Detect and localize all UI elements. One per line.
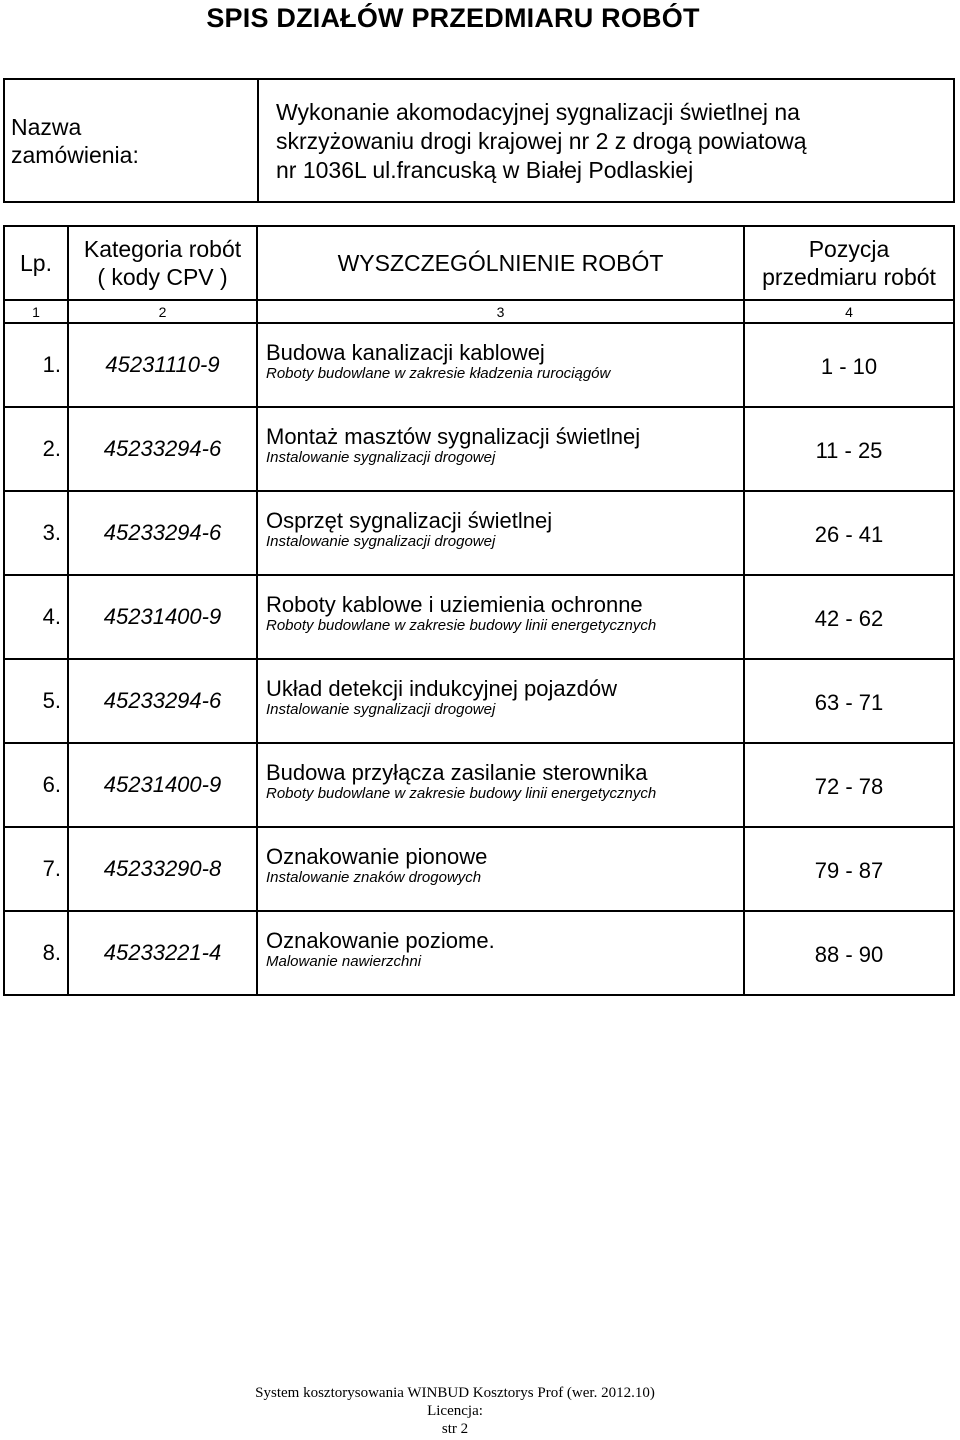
- table-row: [5, 406, 953, 490]
- order-name-line: skrzyżowaniu drogi krajowej nr 2 z drogą powiatową: [276, 128, 807, 154]
- order-name-label-line2: zamówienia:: [11, 141, 139, 168]
- header-category: [69, 227, 258, 299]
- row-spec: [258, 660, 745, 742]
- page-title: SPIS DZIAŁÓW PRZEDMIARU ROBÓT: [206, 3, 700, 33]
- order-name-value: [259, 80, 953, 201]
- row-lp: 1.: [5, 324, 69, 406]
- row-positions: 11 - 25: [815, 438, 883, 463]
- row-lp: 2.: [5, 408, 69, 490]
- row-desc: Instalowanie sygnalizacji drogowej: [266, 701, 496, 718]
- row-spec: [258, 408, 745, 490]
- row-positions: 63 - 71: [814, 690, 884, 715]
- footer-software: System kosztorysowania WINBUD Kosztorys Prof (wer. 2012.10): [255, 1385, 655, 1401]
- header-position-line1: Pozycja: [808, 236, 890, 262]
- row-desc: Malowanie nawierzchni: [266, 953, 422, 970]
- row-cpv: 45231110-9: [69, 324, 258, 406]
- table-row: [5, 658, 953, 742]
- row-lp: 8.: [5, 912, 69, 994]
- footer-license: Licencja:: [427, 1403, 483, 1419]
- row-cpv: 45233294-6: [69, 492, 258, 574]
- row-lp: 7.: [5, 828, 69, 910]
- row-name: Budowa kanalizacji kablowej: [266, 340, 545, 365]
- header-position-line2: przedmiaru robót: [762, 264, 936, 290]
- row-name: Budowa przyłącza zasilanie sterownika: [266, 760, 648, 785]
- table-row: [5, 910, 953, 994]
- row-desc: Instalowanie sygnalizacji drogowej: [266, 449, 496, 466]
- column-number: 1: [5, 301, 69, 322]
- row-name: Oznakowanie pionowe: [266, 844, 488, 869]
- row-lp: 4.: [5, 576, 69, 658]
- row-spec: [258, 828, 745, 910]
- row-name: Roboty kablowe i uziemienia ochronne: [266, 592, 643, 617]
- table-row: [5, 574, 953, 658]
- table-header-row: [5, 227, 953, 299]
- row-name: Montaż masztów sygnalizacji świetlnej: [266, 424, 641, 449]
- row-name: Oznakowanie poziome.: [266, 928, 495, 953]
- row-cpv: 45231400-9: [69, 576, 258, 658]
- row-spec: [258, 912, 745, 994]
- row-positions: 88 - 90: [814, 942, 884, 967]
- row-spec: [258, 576, 745, 658]
- order-name-label: [5, 80, 259, 201]
- row-spec: [258, 492, 745, 574]
- row-cpv: 45231400-9: [69, 744, 258, 826]
- header-lp: Lp.: [5, 227, 69, 299]
- row-desc: Instalowanie sygnalizacji drogowej: [266, 533, 496, 550]
- column-number: 2: [69, 301, 258, 322]
- row-lp: 6.: [5, 744, 69, 826]
- header-spec: WYSZCZEGÓLNIENIE ROBÓT: [258, 227, 745, 299]
- row-cpv: 45233294-6: [69, 408, 258, 490]
- row-cpv: 45233294-6: [69, 660, 258, 742]
- order-name-box: [3, 78, 955, 203]
- row-positions: 79 - 87: [814, 858, 884, 883]
- row-desc: Roboty budowlane w zakresie kładzenia rurociągów: [266, 365, 611, 382]
- table-row: [5, 742, 953, 826]
- row-positions: 26 - 41: [814, 522, 884, 547]
- row-name: Osprzęt sygnalizacji świetlnej: [266, 508, 553, 533]
- row-spec: [258, 324, 745, 406]
- order-name-line: nr 1036L ul.francuską w Białej Podlaskiej: [276, 157, 694, 183]
- column-number: 4: [845, 303, 853, 320]
- row-lp: 3.: [5, 492, 69, 574]
- table-row: [5, 322, 953, 406]
- header-category-line1: Kategoria robót: [83, 236, 242, 262]
- row-lp: 5.: [5, 660, 69, 742]
- row-cpv: 45233290-8: [69, 828, 258, 910]
- row-desc: Instalowanie znaków drogowych: [266, 869, 482, 886]
- row-positions: 72 - 78: [814, 774, 884, 799]
- table-row: [5, 826, 953, 910]
- page-footer: [0, 1384, 910, 1438]
- row-positions: 42 - 62: [814, 606, 884, 631]
- row-name: Układ detekcji indukcyjnej pojazdów: [266, 676, 617, 701]
- sections-table: [3, 225, 955, 996]
- row-positions: 1 - 10: [820, 354, 878, 379]
- header-position: [745, 227, 953, 299]
- row-cpv: 45233221-4: [69, 912, 258, 994]
- header-category-line2: ( kody CPV ): [97, 264, 228, 290]
- order-name-line: Wykonanie akomodacyjnej sygnalizacji świetlnej na: [276, 99, 800, 125]
- order-name-label-line1: Nazwa: [11, 113, 82, 140]
- table-row: [5, 490, 953, 574]
- row-spec: [258, 744, 745, 826]
- row-desc: Roboty budowlane w zakresie budowy linii energetycznych: [266, 785, 657, 802]
- row-desc: Roboty budowlane w zakresie budowy linii energetycznych: [266, 617, 657, 634]
- column-numbers-row: [5, 299, 953, 322]
- column-number: 3: [258, 301, 745, 322]
- footer-page-number: str 2: [441, 1421, 469, 1437]
